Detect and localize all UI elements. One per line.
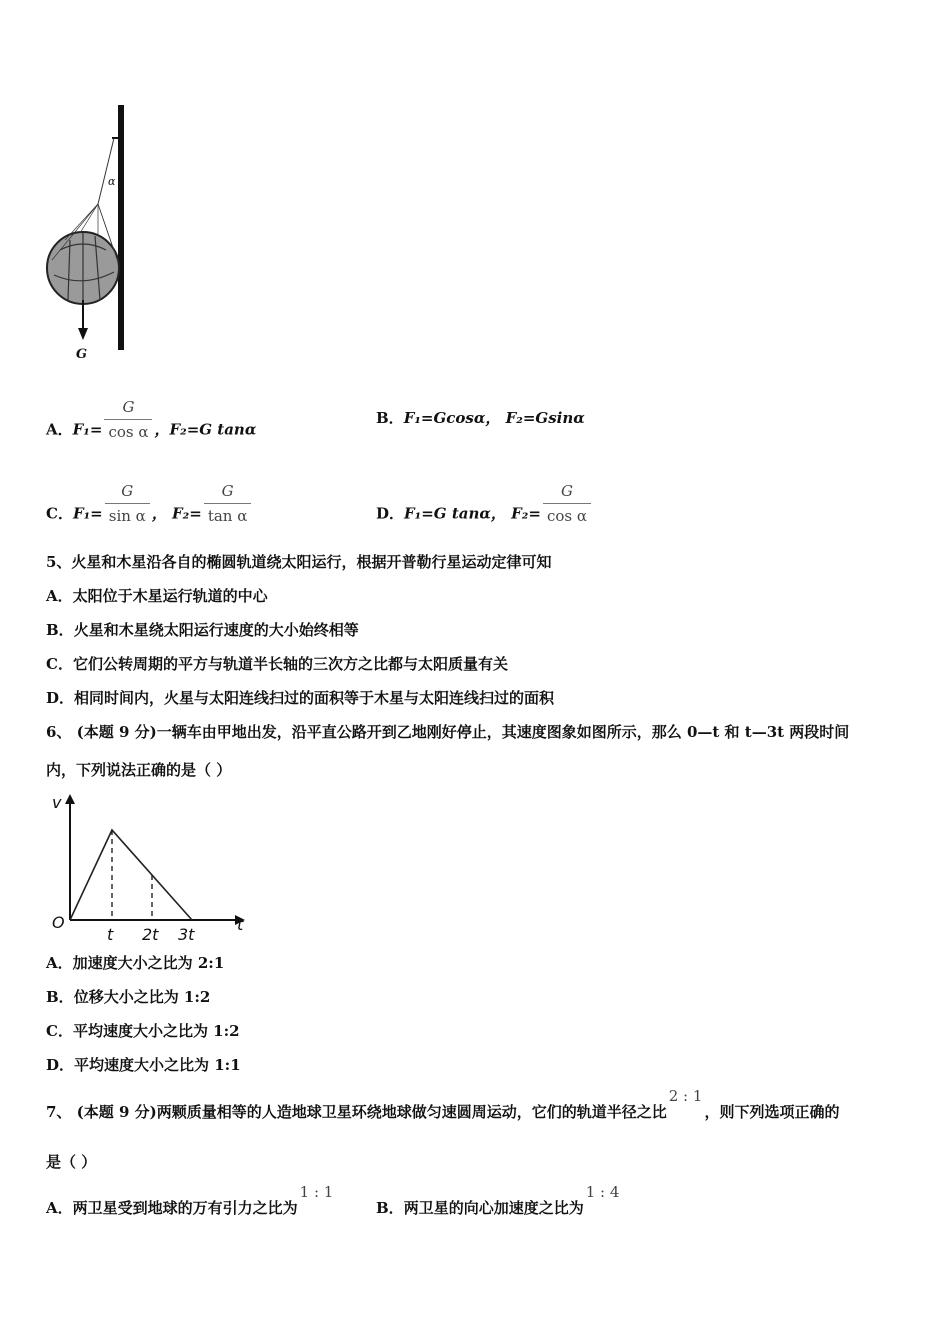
velocity-line	[70, 830, 192, 920]
velocity-time-graph	[40, 790, 250, 945]
q5-option-b[interactable]: B．火星和木星绕太阳运行速度的大小始终相等	[46, 621, 359, 639]
fraction: $\frac{G}{\text{sin α}}$	[105, 481, 150, 526]
q6-option-d[interactable]: D．平均速度大小之比为 1:1	[46, 1056, 241, 1074]
q4-option-c[interactable]: C．F₁= $\frac{G}{\text{sin α}}$ ， F₂= $\frac{G}{\text{tan α}}$	[46, 492, 253, 537]
tick-label: t	[107, 925, 114, 944]
y-axis-label: v	[52, 793, 62, 812]
q4-option-d[interactable]: D．F₁=G tanα， F₂= $\frac{G}{\text{cos α}}$	[376, 492, 593, 537]
fraction: $\frac{G}{\text{cos α}}$	[543, 481, 591, 526]
q7-option-a[interactable]: A．两卫星受到地球的万有引力之比为1 : 1	[46, 1183, 334, 1217]
q7-stem-line1: 7、 (本题 9 分)两颗质量相等的人造地球卫星环绕地球做匀速圆周运动，它们的轨道半径之比2 : 1，则下列选项正确的	[46, 1087, 840, 1121]
angle-label: α	[108, 175, 116, 188]
q6-stem-line1: 6、 (本题 9 分)一辆车由甲地出发，沿平直公路开到乙地刚好停止，其速度图象如图所示，那么 0—t 和 t—3t 两段时间	[46, 723, 850, 741]
tick-label: 2t	[142, 925, 159, 944]
q4-option-b[interactable]: B．F₁=Gcosα， F₂=Gsinα	[376, 409, 585, 427]
q5-option-c[interactable]: C．它们公转周期的平方与轨道半长轴的三次方之比都与太阳质量有关	[46, 655, 508, 673]
ratio: 1 : 1	[299, 1183, 334, 1201]
fraction: $\frac{G}{\text{cos α}}$	[104, 397, 152, 442]
q5-option-d[interactable]: D．相同时间内，火星与太阳连线扫过的面积等于木星与太阳连线扫过的面积	[46, 689, 555, 707]
q5-option-a[interactable]: A．太阳位于木星运行轨道的中心	[46, 587, 268, 605]
q6-option-b[interactable]: B．位移大小之比为 1:2	[46, 988, 211, 1006]
ratio: 1 : 4	[585, 1183, 620, 1201]
q6-stem-line2: 内，下列说法正确的是（ ）	[46, 761, 232, 779]
wall	[118, 105, 124, 350]
string	[98, 138, 114, 204]
ball-on-wall-figure	[40, 100, 140, 360]
q6-option-c[interactable]: C．平均速度大小之比为 1:2	[46, 1022, 240, 1040]
q5-stem: 5、火星和木星沿各自的椭圆轨道绕太阳运行，根据开普勒行星运动定律可知	[46, 553, 552, 571]
origin-label: O	[52, 913, 65, 932]
q6-option-a[interactable]: A．加速度大小之比为 2:1	[46, 954, 225, 972]
gravity-label: G	[76, 347, 88, 360]
q7-stem-line2: 是（ ）	[46, 1153, 97, 1171]
fraction: $\frac{G}{\text{tan α}}$	[204, 481, 252, 526]
x-axis-label: t	[237, 915, 244, 934]
q4-option-a[interactable]: A．F₁= $\frac{G}{\text{cos α}}$ ，F₂=G tanα	[46, 398, 257, 441]
q7-option-b[interactable]: B．两卫星的向心加速度之比为1 : 4	[376, 1183, 620, 1217]
ratio: 2 : 1	[668, 1087, 703, 1105]
tick-label: 3t	[178, 925, 195, 944]
